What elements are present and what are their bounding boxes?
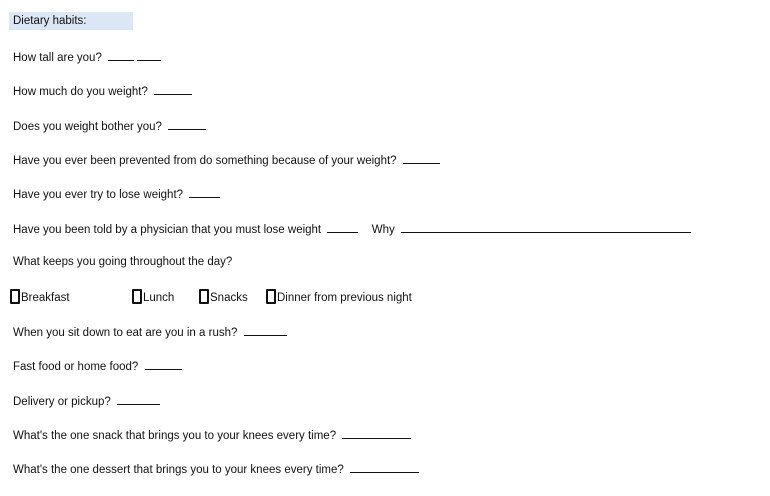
question-label: When you sit down to eat are you in a rush? <box>13 327 238 339</box>
question-rush <box>13 324 287 340</box>
question-label: How tall are you? <box>13 52 102 64</box>
checkbox[interactable] <box>266 289 276 304</box>
question-dessert <box>13 461 419 477</box>
checkbox[interactable] <box>132 289 142 304</box>
answer-blank[interactable] <box>145 358 182 370</box>
answer-blank[interactable] <box>244 324 287 336</box>
question-label: Delivery or pickup? <box>13 396 111 408</box>
question-snack <box>13 427 411 443</box>
question-physician <box>13 221 691 237</box>
option-label: Dinner from previous night <box>277 292 412 304</box>
question-label: Have you ever been prevented from do something because of your weight? <box>13 155 397 167</box>
meal-option-dinner[interactable] <box>266 289 412 305</box>
question-label: What's the one snack that brings you to your knees every time? <box>13 430 337 442</box>
question-label: Does you weight bother you? <box>13 121 162 133</box>
question-delivery <box>13 393 160 409</box>
option-label: Breakfast <box>21 292 70 304</box>
question-weight-bother <box>13 118 206 134</box>
why-blank[interactable] <box>401 221 691 233</box>
question-try-lose <box>13 186 220 202</box>
height-feet-blank[interactable] <box>108 49 134 61</box>
question-label: What's the one dessert that brings you to your knees every time? <box>13 464 344 476</box>
meal-option-snacks[interactable] <box>199 289 248 305</box>
checkbox[interactable] <box>199 289 209 304</box>
answer-blank[interactable] <box>327 221 358 233</box>
question-keeps-going <box>13 255 232 269</box>
why-label: Why <box>371 224 395 236</box>
answer-blank[interactable] <box>154 83 192 95</box>
meal-option-lunch[interactable] <box>132 289 174 305</box>
answer-blank[interactable] <box>189 186 220 198</box>
answer-blank[interactable] <box>350 461 419 473</box>
option-label: Snacks <box>210 292 248 304</box>
question-label: Have you ever try to lose weight? <box>13 189 184 201</box>
section-header: Dietary habits: <box>9 12 133 30</box>
option-label: Lunch <box>143 292 175 304</box>
question-label: Have you been told by a physician that you must lose weight <box>13 224 322 236</box>
meal-option-breakfast[interactable] <box>10 289 70 305</box>
question-prevented <box>13 152 440 168</box>
question-weight <box>13 83 192 99</box>
answer-blank[interactable] <box>117 393 160 405</box>
answer-blank[interactable] <box>168 118 206 130</box>
question-label: How much do you weight? <box>13 86 148 98</box>
answer-blank[interactable] <box>403 152 440 164</box>
question-label: Fast food or home food? <box>13 361 139 373</box>
answer-blank[interactable] <box>342 427 411 439</box>
question-label: What keeps you going throughout the day? <box>13 256 233 268</box>
question-fast-food <box>13 358 182 374</box>
height-inches-blank[interactable] <box>137 49 161 61</box>
checkbox[interactable] <box>10 289 20 304</box>
question-height <box>13 49 161 65</box>
